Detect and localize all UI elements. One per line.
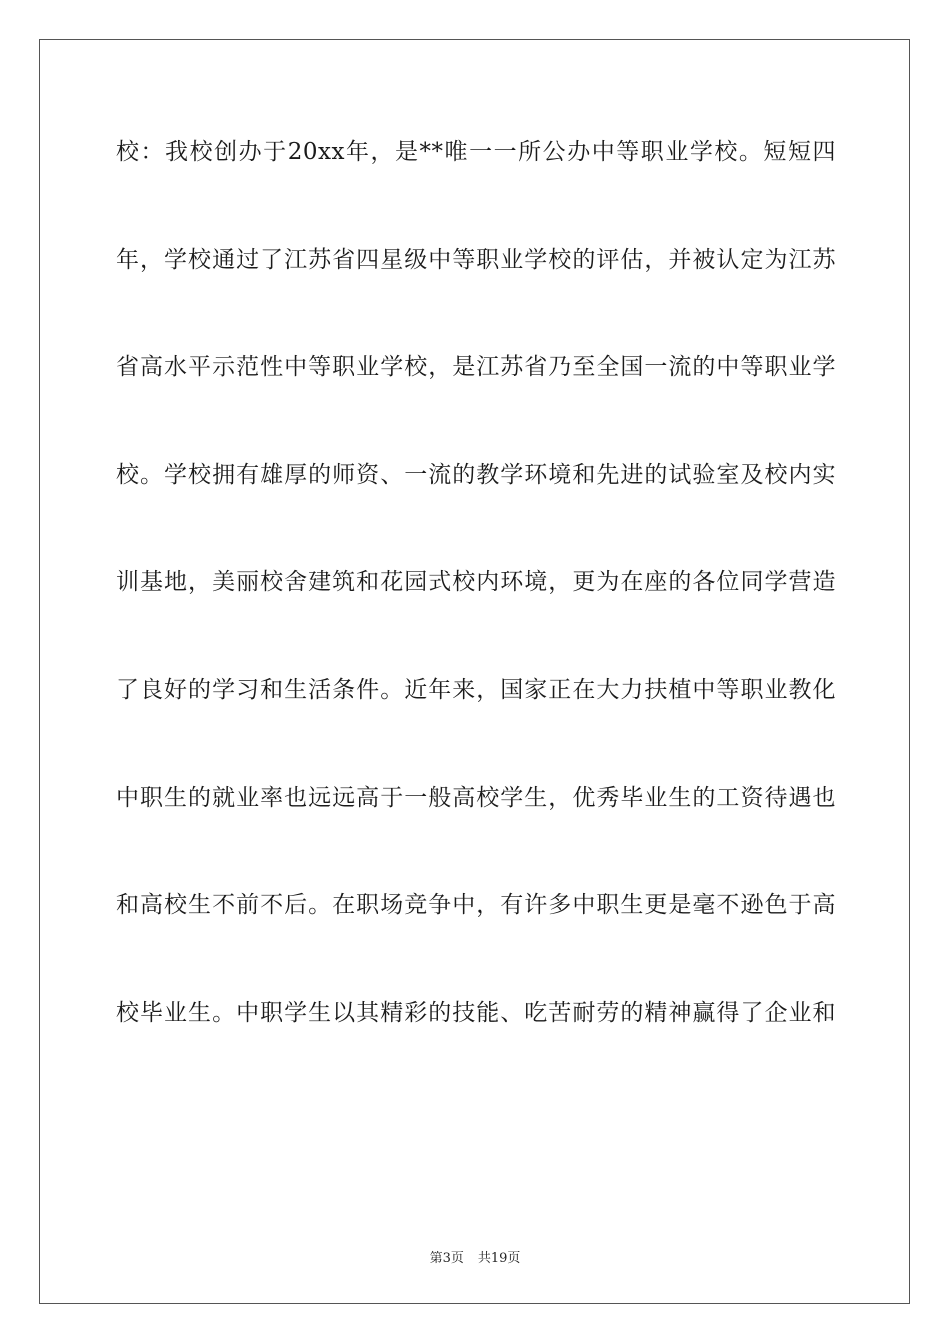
text-line: 校毕业生。中职学生以其精彩的技能、吃苦耐劳的精神赢得了企业和 xyxy=(116,999,836,1026)
page-number: 第3页 xyxy=(429,1251,464,1266)
document-body xyxy=(116,122,836,1090)
text-line: 了良好的学习和生活条件。近年来，国家正在大力扶植中等职业教化 xyxy=(116,676,836,703)
text-line: 校。学校拥有雄厚的师资、一流的教学环境和先进的试验室及校内实 xyxy=(116,461,836,488)
text-line: 省高水平示范性中等职业学校，是江苏省乃至全国一流的中等职业学 xyxy=(116,354,836,381)
text-line: 训基地，美丽校舍建筑和花园式校内环境，更为在座的各位同学营造 xyxy=(116,569,836,596)
page-footer xyxy=(0,1247,950,1266)
text-line: 中职生的就业率也远远高于一般高校学生，优秀毕业生的工资待遇也 xyxy=(116,784,836,811)
text-line: 和高校生不前不后。在职场竞争中，有许多中职生更是毫不逊色于高 xyxy=(116,892,836,919)
page-total: 共19页 xyxy=(477,1251,521,1266)
text-line: 年，学校通过了江苏省四星级中等职业学校的评估，并被认定为江苏 xyxy=(116,246,836,273)
text-line: 校：我校创办于20xx年，是**唯一一所公办中等职业学校。短短四 xyxy=(116,139,836,165)
